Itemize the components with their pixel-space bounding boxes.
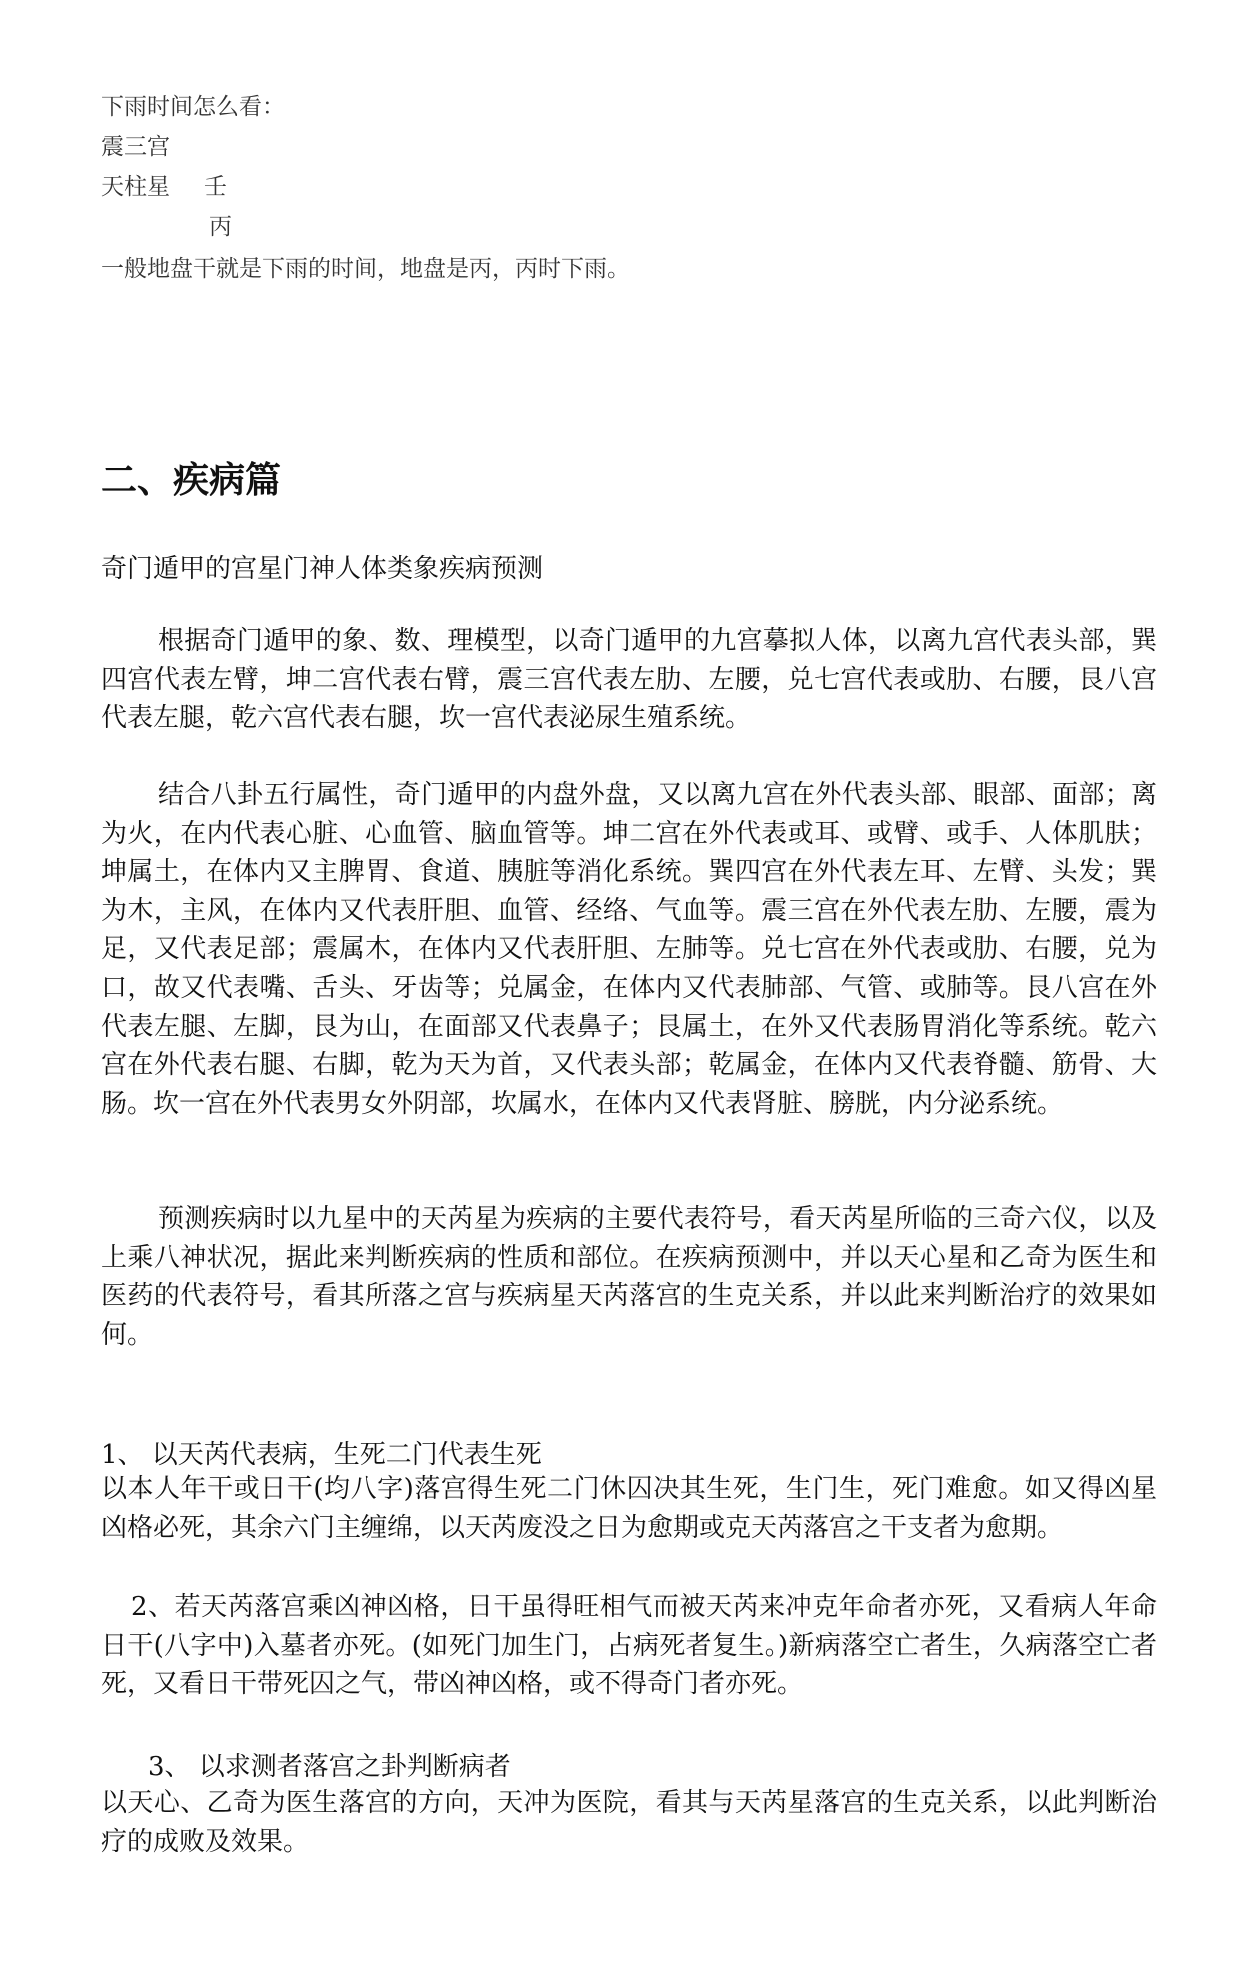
paragraph-inner-outer: 结合八卦五行属性，奇门遁甲的内盘外盘，又以离九宫在外代表头部、眼部、面部；离为火，在内代表心脏、心血管、脑血管等。坤二宫在外代表或耳、或臂、或手、人体肌肤；坤属土，在体内又主脾胃、食道、胰脏等消化系统。巽四宫在外代表左耳、左臂、头发；巽为木，主风，在体内又代表肝胆、血管、经络、气血等。震三宫在外代表左肋、左腰，震为足，又代表足部；震属木，在体内又代表肝胆、左肺等。兑七宫在外代表或肋、右腰，兑为口，故又代表嘴、舌头、牙齿等；兑属金，在体内又代表肺部、气管、或肺等。艮八宫在外代表左腿、左脚，艮为山，在面部又代表鼻子；艮属土，在外又代表肠胃消化等系统。乾六宫在外代表右腿、右脚，乾为天为首，又代表头部；乾属金，在体内又代表脊髓、筋骨、大肠。坎一宫在外代表男女外阴部，坎属水，在体内又代表肾脏、膀胱，内分泌系统。 bbox=[101, 780, 1157, 1119]
rain-question: 下雨时间怎么看： bbox=[101, 94, 285, 120]
rain-explanation: 一般地盘干就是下雨的时间，地盘是丙，丙时下雨。 bbox=[101, 256, 630, 282]
paragraph-prediction: 预测疾病时以九星中的天芮星为疾病的主要代表符号，看天芮星所临的三奇六仪，以及上乘八神状况，据此来判断疾病的性质和部位。在疾病预测中，并以天心星和乙奇为医生和医药的代表符号，看其所落之宫与疾病星天芮落宫的生克关系，并以此来判断治疗的效果如何。 bbox=[101, 1204, 1157, 1350]
item-1-title: 1、 以天芮代表病，生死二门代表生死 bbox=[101, 1440, 542, 1470]
rain-earth-stem: 丙 bbox=[209, 214, 232, 240]
rain-star: 天柱星 bbox=[101, 174, 170, 200]
rain-palace: 震三宫 bbox=[101, 134, 170, 160]
item-1-body: 以本人年干或日干(均八字)落宫得生死二门休囚决其生死，生门生，死门难愈。如又得凶星凶格必死，其余六门主缠绵，以天芮废没之日为愈期或克天芮落宫之干支者为愈期。 bbox=[101, 1474, 1157, 1543]
rain-heaven-stem: 壬 bbox=[204, 174, 227, 200]
rain-star-line bbox=[101, 168, 227, 201]
item-3-title: 3、 以求测者落宫之卦判断病者 bbox=[148, 1752, 511, 1782]
section-heading: 二、疾病篇 bbox=[101, 460, 282, 501]
item-3-body: 以天心、乙奇为医生落宫的方向，天冲为医院，看其与天芮星落宫的生克关系，以此判断治疗的成败及效果。 bbox=[101, 1788, 1157, 1857]
item-2-body: 2、若天芮落宫乘凶神凶格，日干虽得旺相气而被天芮来冲克年命者亦死，又看病人年命日干(八字中)入墓者亦死。(如死门加生门，占病死者复生。)新病落空亡者生，久病落空亡者死，又看日干带死囚之气，带凶神凶格，或不得奇门者亦死。 bbox=[101, 1592, 1157, 1700]
paragraph-body-map: 根据奇门遁甲的象、数、理模型，以奇门遁甲的九宫摹拟人体，以离九宫代表头部，巽四宫代表左臂，坤二宫代表右臂，震三宫代表左肋、左腰，兑七宫代表或肋、右腰，艮八宫代表左腿，乾六宫代表右腿，坎一宫代表泌尿生殖系统。 bbox=[101, 626, 1157, 734]
section-subtitle: 奇门遁甲的宫星门神人体类象疾病预测 bbox=[101, 554, 544, 584]
